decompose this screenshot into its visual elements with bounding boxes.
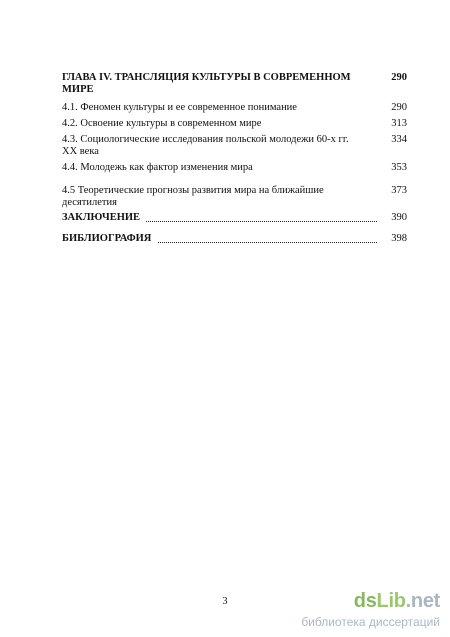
dslib-logo-lib: Lib: [376, 590, 406, 612]
toc-bibliography-leader: [158, 241, 377, 243]
toc-section-4-1: [62, 102, 407, 114]
toc-section-4-2-title: 4.2. Освоение культуры в современном мире: [62, 118, 262, 129]
toc-section-4-5-page: 373: [391, 185, 407, 196]
toc-section-4-1-page: 290: [391, 102, 407, 113]
toc-bibliography-page: 398: [391, 233, 407, 244]
toc-section-4-3: [62, 134, 407, 158]
toc-chapter-4: [62, 72, 407, 96]
toc-section-4-2: [62, 118, 407, 130]
toc-chapter-4-title: ГЛАВА IV. ТРАНСЛЯЦИЯ КУЛЬТУРЫ В СОВРЕМЕННОМ МИРЕ: [62, 72, 351, 95]
toc-conclusion-title: ЗАКЛЮЧЕНИЕ: [62, 212, 141, 223]
toc-section-4-4-page: 353: [391, 162, 407, 173]
dslib-watermark: [301, 590, 440, 629]
toc-section-4-4-title: 4.4. Молодежь как фактор изменения мира: [62, 162, 253, 173]
dslib-caption: библиотека диссертаций: [301, 615, 440, 629]
toc-section-4-2-page: 313: [391, 118, 407, 129]
toc-section-4-3-title: 4.3. Социологические исследования польской молодежи 60-х гг. XX века: [62, 134, 349, 157]
toc-conclusion-leader: [146, 220, 377, 222]
toc-section-4-5-title: 4.5 Теоретические прогнозы развития мира на ближайшие десятилетия: [62, 185, 324, 208]
toc-section-4-1-title: 4.1. Феномен культуры и ее современное понимание: [62, 102, 297, 113]
page-number: 3: [222, 596, 228, 607]
toc-chapter-4-page: 290: [391, 72, 407, 83]
toc-bibliography-title: БИБЛИОГРАФИЯ: [62, 233, 152, 244]
toc-section-4-3-page: 334: [391, 134, 407, 145]
toc-conclusion-page: 390: [391, 212, 407, 223]
toc-section-4-5: [62, 185, 407, 209]
dslib-logo: [354, 590, 440, 613]
toc-conclusion: [62, 212, 407, 224]
dslib-logo-ds: ds: [353, 590, 377, 612]
toc-section-4-4: [62, 162, 407, 174]
dslib-logo-net: .net: [405, 590, 440, 612]
toc-bibliography: [62, 233, 407, 245]
